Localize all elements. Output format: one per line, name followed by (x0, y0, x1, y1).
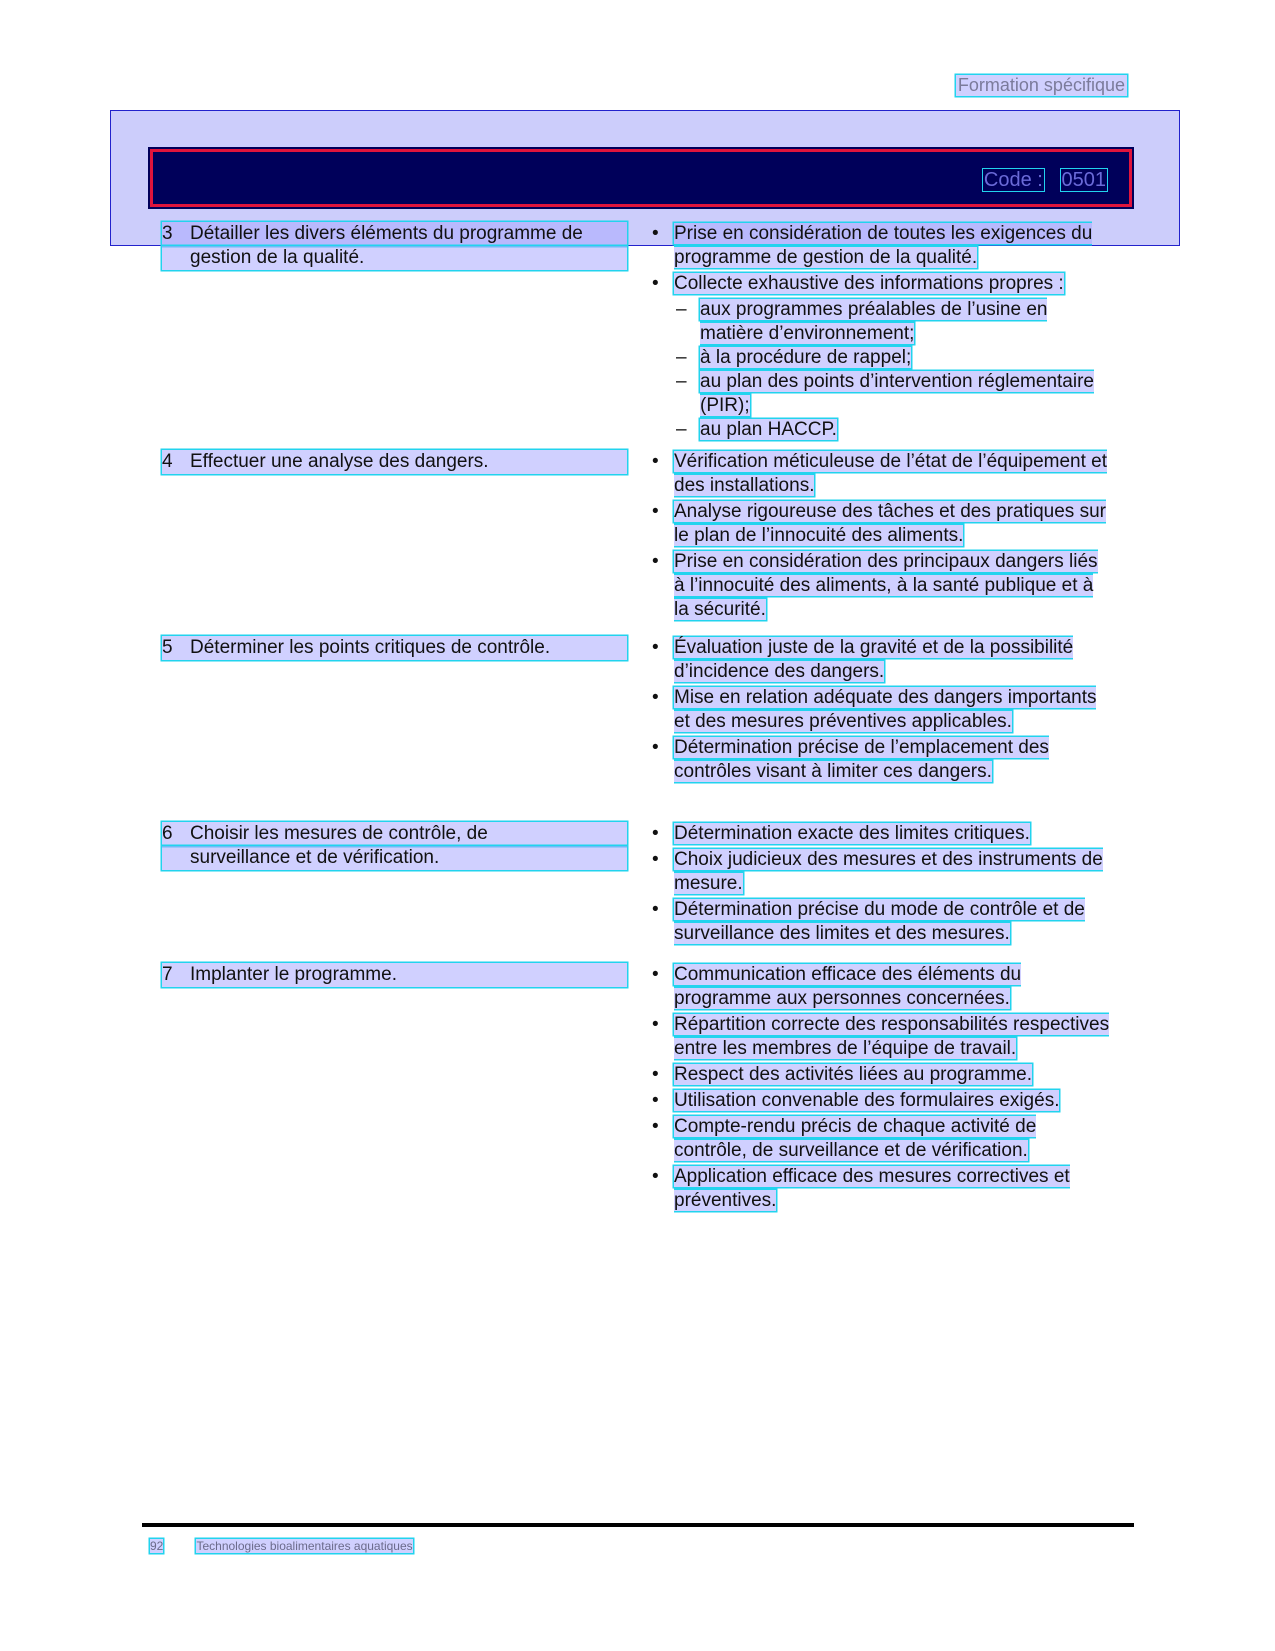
element-number: 3 (162, 223, 173, 244)
criterion (652, 1063, 1112, 1087)
page-number: 92 (150, 1539, 164, 1553)
bullet-icon: • (652, 687, 659, 708)
criterion (652, 222, 1112, 270)
criterion-text: Application efficace des mesures correctives et préventives. (674, 1166, 1070, 1211)
subitem (652, 370, 1112, 418)
element-number: 6 (162, 823, 173, 844)
bullet-icon: • (652, 273, 659, 294)
criterion (652, 963, 1112, 1011)
bullet-icon: • (652, 551, 659, 572)
dash-icon: – (676, 299, 687, 320)
criterion-text: Prise en considération de toutes les exigences du programme de gestion de la qualité. (674, 223, 1093, 268)
criterion-text: Détermination précise de l’emplacement des contrôles visant à limiter ces dangers. (674, 737, 1049, 782)
criterion (652, 1115, 1112, 1163)
bullet-icon: • (652, 1166, 659, 1187)
criterion (652, 898, 1112, 946)
performance-criteria (652, 963, 1112, 1215)
element-line: 6 Choisir les mesures de contrôle, de (162, 822, 627, 846)
criterion-text: Mise en relation adéquate des dangers importants et des mesures préventives applicables. (674, 687, 1097, 732)
criterion (652, 450, 1112, 498)
subitem (652, 418, 1112, 442)
criterion-subitems (652, 298, 1112, 442)
criterion-text: Détermination précise du mode de contrôle et de surveillance des limites et des mesures. (674, 899, 1085, 944)
subitem-text: au plan HACCP. (700, 419, 837, 440)
subitem-text: à la procédure de rappel; (700, 347, 912, 368)
criterion (652, 272, 1112, 296)
element-description (162, 636, 622, 660)
subitem (652, 298, 1112, 346)
criterion (652, 500, 1112, 548)
criterion (652, 1013, 1112, 1061)
criterion-text: Évaluation juste de la gravité et de la possibilité d’incidence des dangers. (674, 637, 1074, 682)
criterion-text: Choix judicieux des mesures et des instruments de mesure. (674, 849, 1103, 894)
footer-title: Technologies bioalimentaires aquatiques (196, 1539, 413, 1553)
bullet-icon: • (652, 899, 659, 920)
element-description (162, 963, 622, 987)
criterion-text: Utilisation convenable des formulaires exigés. (674, 1090, 1060, 1111)
criterion-text: Compte-rendu précis de chaque activité de contrôle, de surveillance et de vérification. (674, 1116, 1037, 1161)
criterion (652, 822, 1112, 846)
running-header: Formation spécifique (957, 75, 1125, 95)
element-line: 4 Effectuer une analyse des dangers. (162, 450, 627, 474)
element-number: 7 (162, 964, 173, 985)
bullet-icon: • (652, 1064, 659, 1085)
element-line: 3 Détailler les divers éléments du programme de (162, 222, 627, 246)
element-line: surveillance et de vérification. (162, 846, 627, 870)
element-description (162, 822, 622, 870)
bullet-icon: • (652, 964, 659, 985)
criterion-text: Communication efficace des éléments du programme aux personnes concernées. (674, 964, 1022, 1009)
performance-criteria (652, 636, 1112, 786)
criterion-text: Analyse rigoureuse des tâches et des pratiques sur le plan de l’innocuité des aliments. (674, 501, 1106, 546)
criterion (652, 1165, 1112, 1213)
code-label: Code : (983, 169, 1043, 191)
criterion (652, 686, 1112, 734)
criterion (652, 636, 1112, 684)
element-description (162, 222, 622, 270)
bullet-icon: • (652, 501, 659, 522)
element-line: gestion de la qualité. (162, 246, 627, 270)
dash-icon: – (676, 347, 687, 368)
bullet-icon: • (652, 823, 659, 844)
criterion-text: Collecte exhaustive des informations propres : (674, 273, 1064, 294)
criterion-text: Vérification méticuleuse de l’état de l’équipement et des installations. (674, 451, 1108, 496)
dash-icon: – (676, 371, 687, 392)
criterion-text: Prise en considération des principaux dangers liés à l’innocuité des aliments, à la santé publique et à la sécurité. (674, 551, 1098, 620)
criterion (652, 1089, 1112, 1113)
bullet-icon: • (652, 1090, 659, 1111)
performance-criteria (652, 450, 1112, 624)
bullet-icon: • (652, 223, 659, 244)
element-number: 5 (162, 637, 173, 658)
footer-rule (142, 1523, 1134, 1527)
element-line: 7 Implanter le programme. (162, 963, 627, 987)
bullet-icon: • (652, 849, 659, 870)
bullet-icon: • (652, 637, 659, 658)
footer (150, 1539, 413, 1553)
performance-criteria (652, 222, 1112, 442)
subitem (652, 346, 1112, 370)
bullet-icon: • (652, 1116, 659, 1137)
element-number: 4 (162, 451, 173, 472)
dash-icon: – (676, 419, 687, 440)
subitem-text: aux programmes préalables de l’usine en matière d’environnement; (700, 299, 1048, 344)
performance-criteria (652, 822, 1112, 948)
criterion-text: Détermination exacte des limites critiques. (674, 823, 1030, 844)
criterion-text: Répartition correcte des responsabilités respectives entre les membres de l’équipe de travail. (674, 1014, 1110, 1059)
criterion (652, 848, 1112, 896)
criterion (652, 550, 1112, 622)
code-bar (150, 149, 1132, 207)
criterion-text: Respect des activités liées au programme. (674, 1064, 1032, 1085)
element-description (162, 450, 622, 474)
bullet-icon: • (652, 737, 659, 758)
subitem-text: au plan des points d’intervention réglementaire (PIR); (700, 371, 1094, 416)
criterion (652, 736, 1112, 784)
element-line: 5 Déterminer les points critiques de contrôle. (162, 636, 627, 660)
bullet-icon: • (652, 451, 659, 472)
code-value: 0501 (1061, 169, 1106, 191)
bullet-icon: • (652, 1014, 659, 1035)
course-code (983, 169, 1107, 192)
